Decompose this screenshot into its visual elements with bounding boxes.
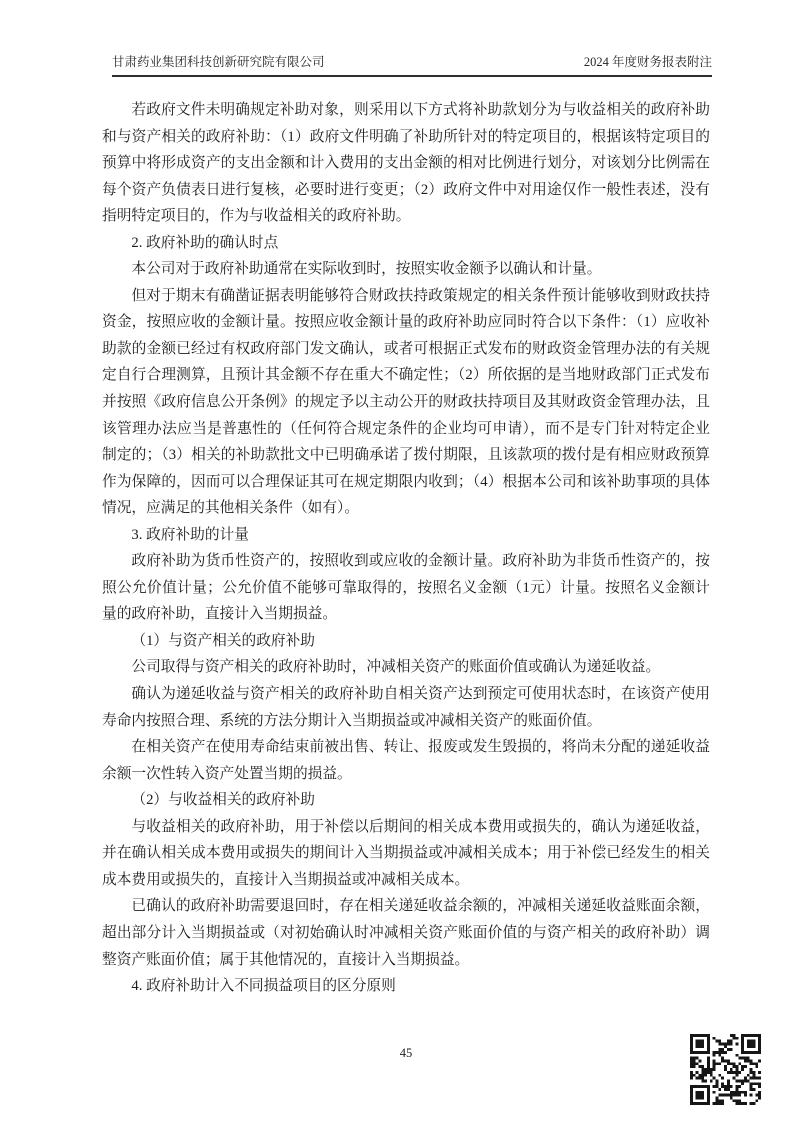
- report-title: 2024 年度财务报表附注: [583, 55, 712, 69]
- page-body: [102, 97, 710, 1000]
- page-number: 45: [399, 1046, 413, 1060]
- body-paragraph: 政府补助为货币性资产的，按照收到或应收的金额计量。政府补助为非货币性资产的，按照公允价值计量；公允价值不能够可靠取得的，按照名义金额（1元）计量。按照名义金额计量的政府补助，直接计入当期损益。: [102, 553, 710, 623]
- body-paragraph: （1）与资产相关的政府补助: [131, 632, 315, 649]
- body-paragraph: 确认为递延收益与资产相关的政府补助自相关资产达到预定可使用状态时，在该资产使用寿命内按照合理、系统的方法分期计入当期损益或冲减相关资产的账面价值。: [102, 686, 710, 729]
- body-paragraph: 3. 政府补助的计量: [131, 526, 249, 543]
- body-paragraph: 已确认的政府补助需要退回时，存在相关递延收益余额的，冲减相关递延收益账面余额，超出部分计入当期损益或（对初始确认时冲减相关资产账面价值的与资产相关的政府补助）调整资产账面价值；属于其他情况的，直接计入当期损益。: [102, 898, 710, 968]
- body-paragraph: 但对于期末有确凿证据表明能够符合财政扶持政策规定的相关条件预计能够收到财政扶持资金，按照应收的金额计量。按照应收金额计量的政府补助应同时符合以下条件：（1）应收补助款的金额已经过有权政府部门发文确认，或者可根据正式发布的财政资金管理办法的有关规定自行合理测算，且预计其金额不存在重大不确定性；（2）所依据的是当地财政部门正式发布并按照《政府信息公开条例》的规定予以主动公开的财政扶持项目及其财政资金管理办法，且该管理办法应当是普惠性的（任何符合规定条件的企业均可申请），而不是专门针对特定企业制定的；（3）相关的补助款批文中已明确承诺了拨付期限，且该款项的拨付是有相应财政预算作为保障的，因而可以合理保证其可在规定期限内收到；（4）根据本公司和该补助事项的具体情况，应满足的其他相关条件（如有）。: [102, 287, 710, 517]
- company-name: 甘肃药业集团科技创新研究院有限公司: [112, 55, 325, 69]
- body-paragraph: 公司取得与资产相关的政府补助时，冲减相关资产的账面价值或确认为递延收益。: [131, 659, 661, 676]
- body-paragraph: 2. 政府补助的确认时点: [131, 234, 279, 251]
- body-paragraph: （2）与收益相关的政府补助: [131, 792, 315, 809]
- body-paragraph: 4. 政府补助计入不同损益项目的区分原则: [131, 978, 396, 995]
- qr-code-icon: [690, 1034, 761, 1105]
- body-paragraph: 在相关资产在使用寿命结束前被出售、转让、报废或发生毁损的，将尚未分配的递延收益余额一次性转入资产处置当期的损益。: [102, 739, 710, 782]
- page-header: [112, 54, 712, 77]
- body-paragraph: 本公司对于政府补助通常在实际收到时，按照实收金额予以确认和计量。: [131, 261, 602, 278]
- body-paragraph: 与收益相关的政府补助，用于补偿以后期间的相关成本费用或损失的，确认为递延收益，并在确认相关成本费用或损失的期间计入当期损益或冲减相关成本；用于补偿已经发生的相关成本费用或损失的，直接计入当期损益或冲减相关成本。: [102, 818, 710, 888]
- body-paragraph: 若政府文件未明确规定补助对象，则采用以下方式将补助款划分为与收益相关的政府补助和与资产相关的政府补助：（1）政府文件明确了补助所针对的特定项目的，根据该特定项目的预算中将形成资产的支出金额和计入费用的支出金额的相对比例进行划分，对该划分比例需在每个资产负债表日进行复核，必要时进行变更；（2）政府文件中对用途仅作一般性表述，没有指明特定项目的，作为与收益相关的政府补助。: [102, 102, 710, 225]
